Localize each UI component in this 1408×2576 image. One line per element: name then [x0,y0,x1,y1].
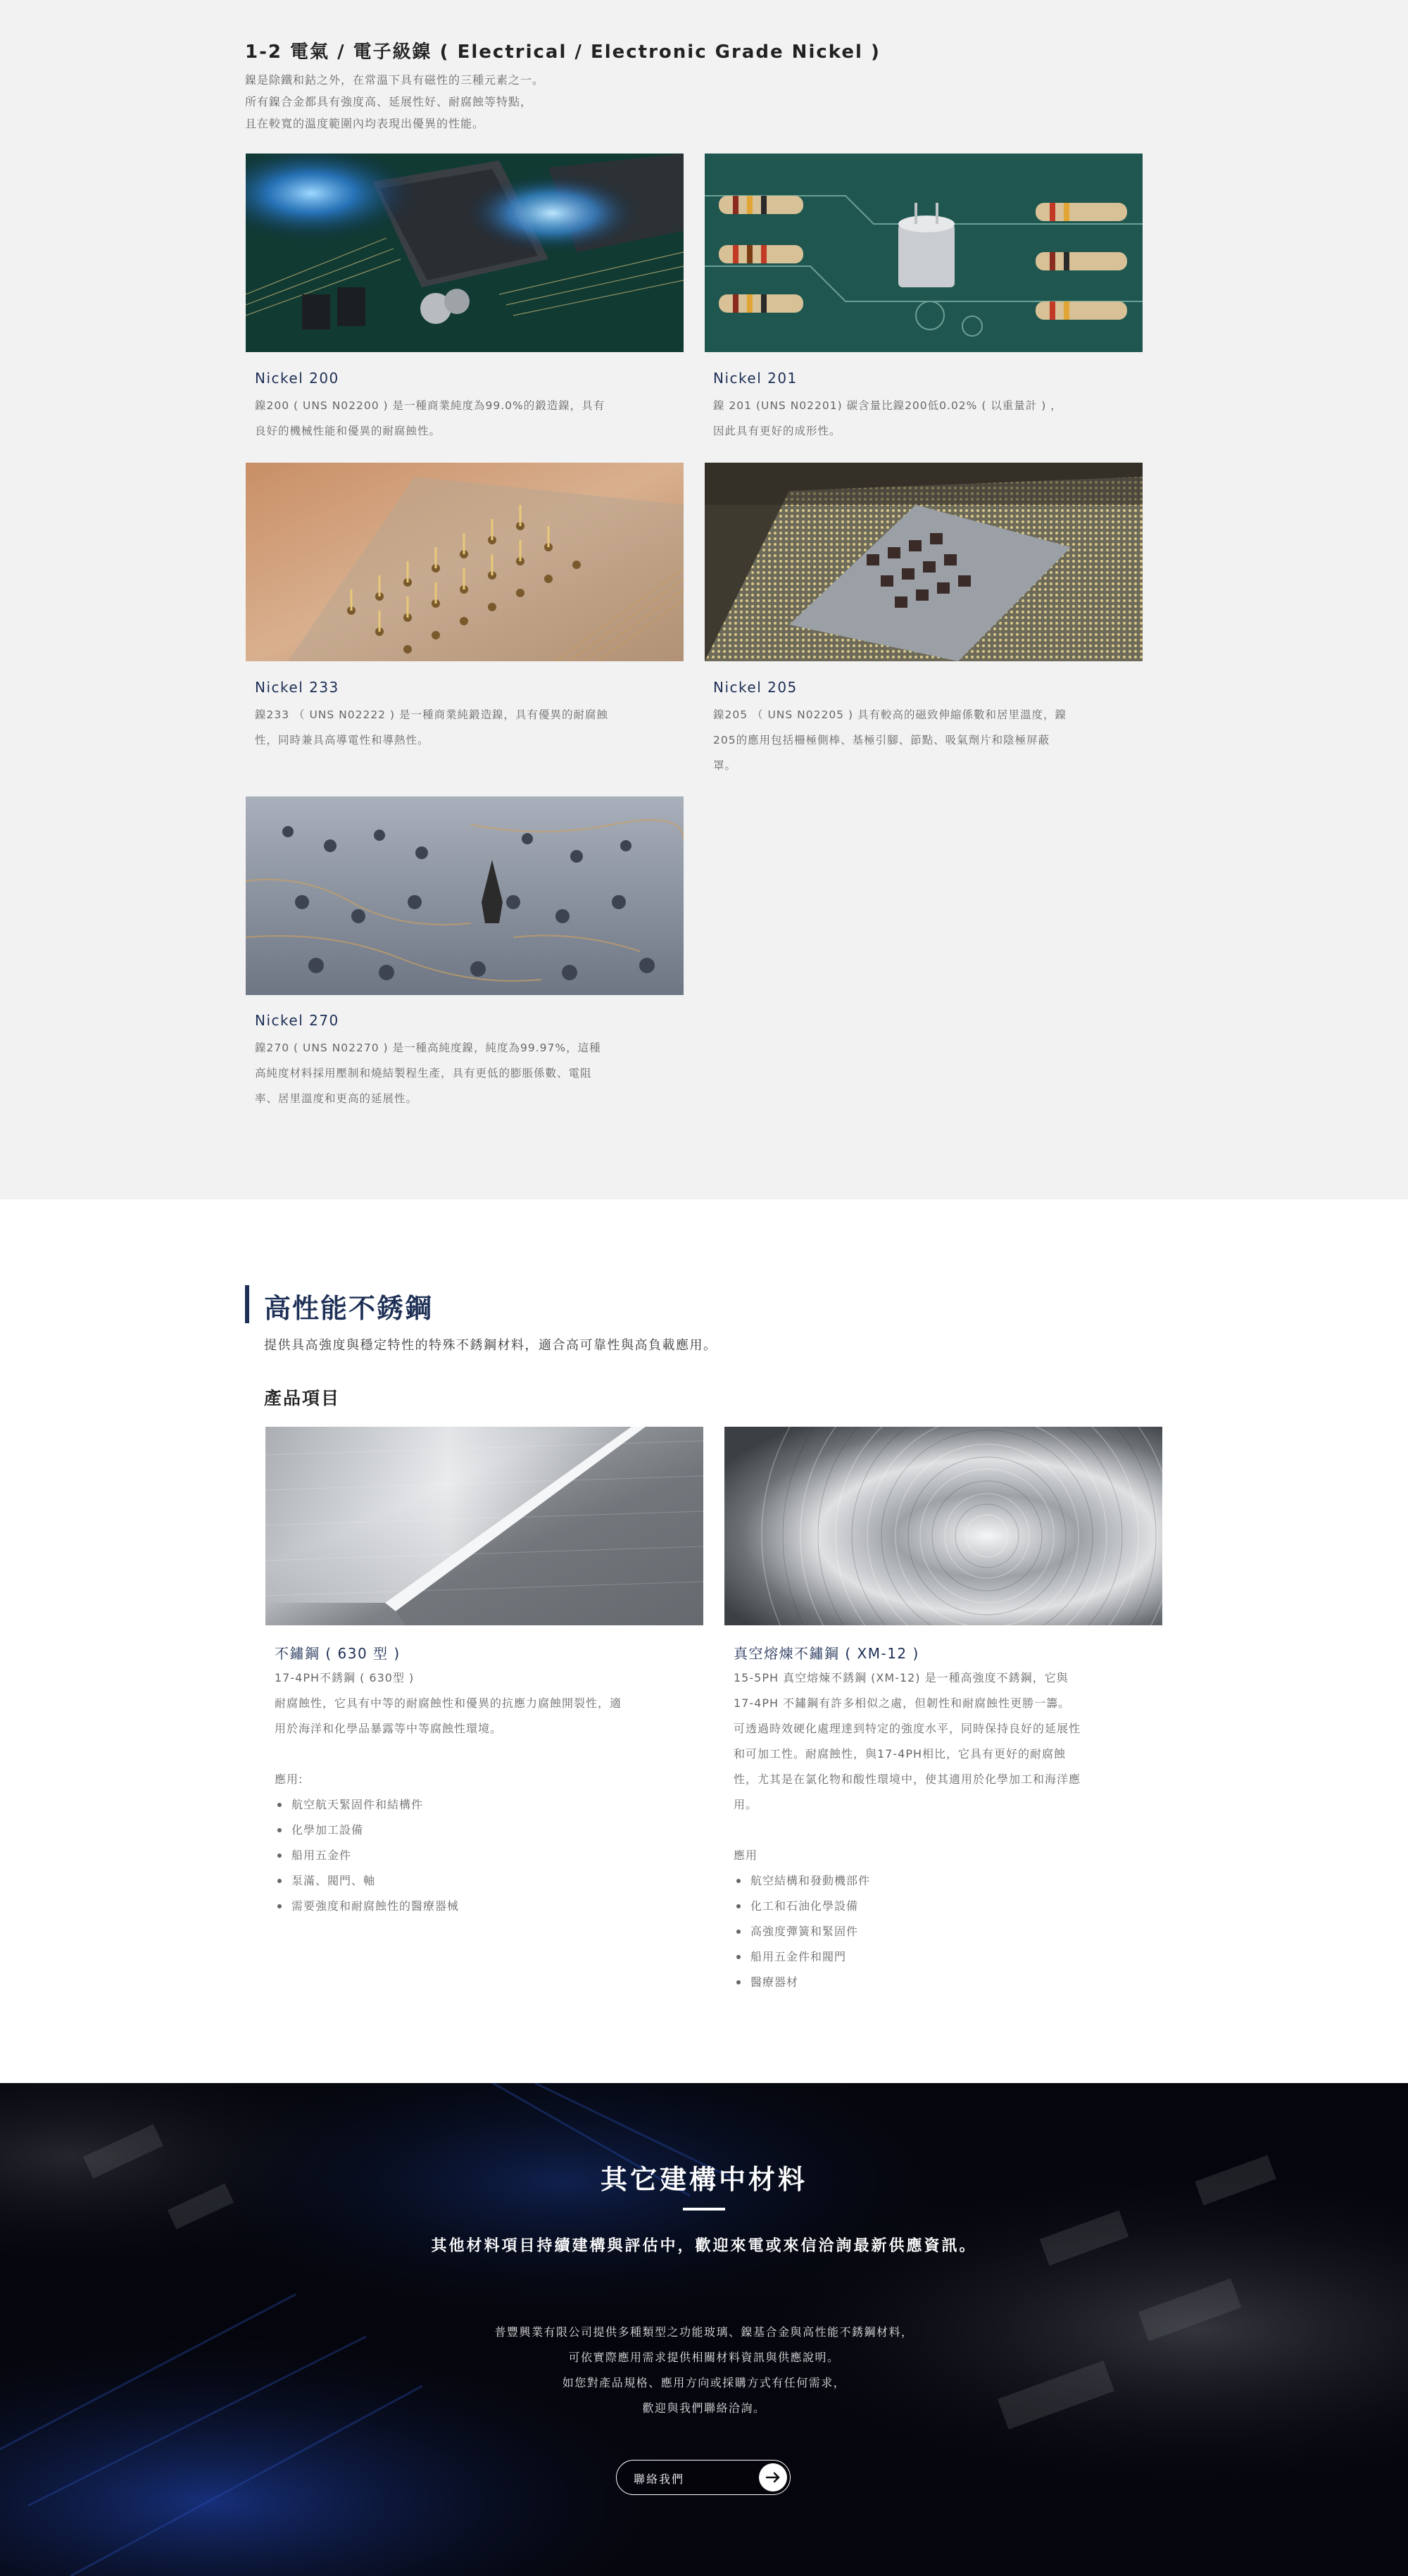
stainless-630-title: 不鏽鋼 ( 630 型 ) [275,1645,401,1662]
nickel-233-image [246,463,684,661]
desc-line: 鎳270 ( UNS N02270 ) 是一種高純度鎳，純度為99.97%，這種 [255,1042,601,1054]
nickel-heading: 1-2 電氣 / 電子級鎳 ( Electrical / Electronic Grade Nickel ) [245,42,881,63]
list-item: 醫療器材 [734,1970,1170,1995]
body-line: 歡迎與我們聯絡洽詢。 [642,2401,766,2415]
desc-line: 鎳205 （ UNS N02205 ) 具有較高的磁致伸縮係數和居里溫度，鎳 [713,708,1067,721]
nickel-205-image [705,463,1143,661]
desc-line: 良好的機械性能和優異的耐腐蝕性。 [255,425,441,437]
list-item: 航空結構和發動機部件 [734,1868,1170,1894]
arrow-right-icon [759,2463,787,2491]
nickel-200-image [246,154,684,352]
desc-line: 鎳233 （ UNS N02222 ) 是一種商業純鍛造鎳，具有優異的耐腐蝕 [255,708,608,721]
steel-title: 高性能不銹鋼 [264,1293,434,1324]
stainless-xm12-title: 真空熔煉不鏽鋼 ( XM-12 ) [734,1645,919,1662]
list-item: 船用五金件 [275,1843,711,1868]
nickel-201-image [705,154,1143,352]
nickel-270-title: Nickel 270 [255,1012,339,1029]
nickel-intro [245,69,667,135]
desc-line: 性，同時兼具高導電性和導熱性。 [255,734,429,746]
desc-line: 205的應用包括柵極側棒、基極引腳、節點、吸氣劑片和陰極屏蔽 [713,734,1050,746]
contact-us-button[interactable] [616,2460,791,2495]
desc-line: 鎳200 ( UNS N02200 ) 是一種商業純度為99.0%的鍛造鎳，具有 [255,399,605,412]
steel-subtitle: 提供具高強度與穩定特性的特殊不銹鋼材料，適合高可靠性與高負載應用。 [264,1338,717,1353]
stainless-xm12-image [724,1427,1162,1625]
apps-label: 應用: [275,1772,303,1786]
desc-line: 率、居里溫度和更高的延展性。 [255,1092,418,1105]
desc-line: 和可加工性。耐腐蝕性，與17-4PH相比，它具有更好的耐腐蝕 [734,1747,1066,1761]
nickel-section [0,0,1408,1199]
stainless-630-text [275,1665,711,1919]
apps-list [275,1792,711,1919]
stainless-630-image [265,1427,703,1625]
other-materials-title: 其它建構中材料 [600,2164,807,2195]
list-item: 化工和石油化學設備 [734,1894,1170,1919]
title-underline [683,2208,725,2211]
other-materials-subtitle: 其他材料項目持續建構與評估中，歡迎來電或來信洽詢最新供應資訊。 [431,2237,977,2255]
desc-line: 17-4PH不銹鋼 ( 630型 ) [275,1671,415,1684]
body-line: 可依實際應用需求提供相關材料資訊與供應說明。 [568,2351,840,2364]
body-line: 普豐興業有限公司提供多種類型之功能玻璃、鎳基合金與高性能不銹鋼材料， [494,2325,914,2339]
desc-line: 耐腐蝕性，它具有中等的耐腐蝕性和優異的抗應力腐蝕開裂性，適 [275,1696,622,1710]
desc-line: 17-4PH 不鏽鋼有許多相似之處，但韌性和耐腐蝕性更勝一籌。 [734,1696,1071,1710]
products-label: 產品項目 [264,1388,341,1408]
desc-line: 鎳 201 (UNS N02201) 碳含量比鎳200低0.02% ( 以重量計 ) ， [713,399,1062,412]
nickel-233-title: Nickel 233 [255,679,339,696]
other-materials-banner [0,2083,1408,2576]
body-line: 如您對產品規格、應用方向或採購方式有任何需求， [562,2376,846,2389]
desc-line: 用於海洋和化學品暴露等中等腐蝕性環境。 [275,1722,503,1735]
list-item: 泵滿、閥門、軸 [275,1868,711,1894]
other-materials-body [0,2320,1408,2421]
list-item: 船用五金件和閥門 [734,1944,1170,1970]
apps-list [734,1868,1170,1995]
desc-line: 高純度材料採用壓制和燒結製程生產，具有更低的膨脹係數、電阻 [255,1067,592,1080]
nickel-201-desc [713,393,1136,444]
nickel-233-desc [255,702,677,753]
contact-us-label: 聯絡我們 [634,2472,685,2486]
steel-section [0,1199,1408,2083]
list-item: 高強度彈簧和緊固件 [734,1919,1170,1944]
intro-line: 鎳是除鐵和鈷之外，在常溫下具有磁性的三種元素之一。 [245,73,545,87]
title-accent-bar [245,1285,249,1323]
desc-line: 可透過時效硬化處理達到特定的強度水平，同時保持良好的延展性 [734,1722,1081,1735]
desc-line: 15-5PH 真空熔煉不銹鋼 (XM-12) 是一種高強度不銹鋼，它與 [734,1671,1069,1684]
list-item: 航空航天緊固件和結構件 [275,1792,711,1818]
list-item: 化學加工設備 [275,1818,711,1843]
nickel-205-desc [713,702,1136,778]
nickel-201-title: Nickel 201 [713,370,798,387]
nickel-200-title: Nickel 200 [255,370,339,387]
apps-label: 應用 [734,1849,758,1862]
nickel-270-image [246,796,684,995]
desc-line: 性，尤其是在氯化物和酸性環境中，使其適用於化學加工和海洋應 [734,1772,1081,1786]
nickel-200-desc [255,393,677,444]
intro-line: 所有鎳合金都具有強度高、延展性好、耐腐蝕等特點， [245,95,533,108]
intro-line: 且在較寬的溫度範圍內均表現出優異的性能。 [245,117,485,130]
desc-line: 因此具有更好的成形性。 [713,425,841,437]
nickel-205-title: Nickel 205 [713,679,798,696]
list-item: 需要強度和耐腐蝕性的醫療器械 [275,1894,711,1919]
desc-line: 用。 [734,1798,758,1811]
desc-line: 罩。 [713,759,737,772]
stainless-xm12-text [734,1665,1170,1995]
nickel-270-desc [255,1035,677,1111]
